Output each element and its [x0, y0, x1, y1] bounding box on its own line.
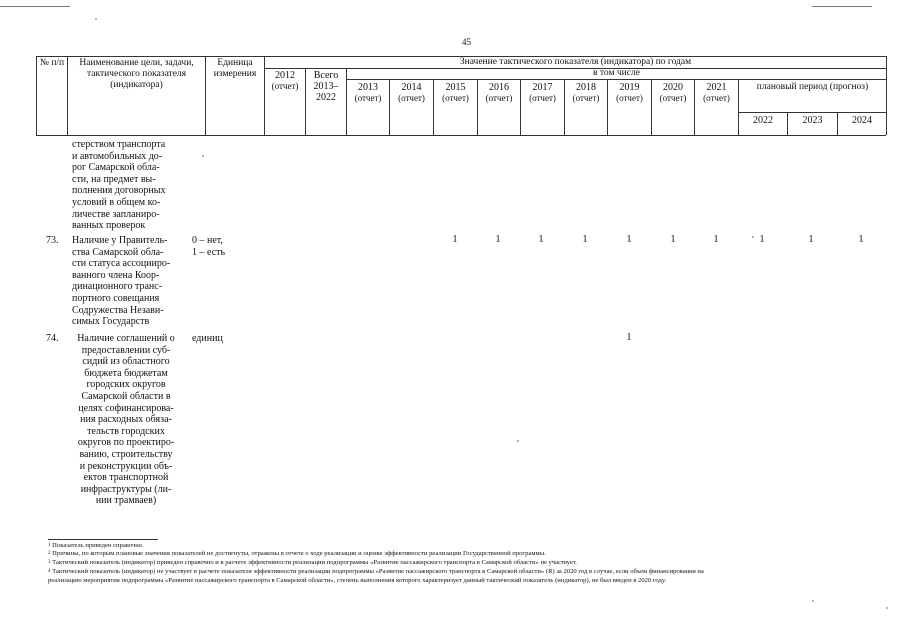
row-73-value-2021: 1: [713, 234, 719, 245]
year-col: [565, 82, 607, 104]
name-line: Содружества Незави-: [72, 304, 164, 316]
year-2012: [265, 70, 305, 92]
name-line: нии трамваев): [95, 495, 157, 507]
name-line: предоставлении суб-: [81, 344, 171, 356]
footnote-mark: 4: [48, 569, 51, 574]
name-line: округов по проектиро-: [77, 437, 175, 449]
name-line: и реконструкции объ-: [79, 460, 173, 472]
header-col-values: Значение тактического показателя (индикатора) по годам: [459, 57, 692, 67]
top-rule-left: [0, 6, 70, 7]
year-note: (отчет): [442, 93, 469, 103]
year-label: 2020: [663, 82, 683, 93]
name-line: рог Самарской обла-: [72, 162, 160, 174]
footnote-2: [48, 550, 546, 558]
total-range: 2013–2022: [313, 81, 339, 103]
row-73-value-2016: 1: [495, 234, 501, 245]
footnote-text: Показатель приведен справочно.: [52, 542, 144, 549]
year-note: (отчет): [529, 93, 556, 103]
footnote-separator: [48, 539, 158, 540]
header-plan-divider: [738, 112, 886, 113]
footnote-4-continued: [48, 577, 666, 585]
name-line: симых Государств: [72, 316, 150, 328]
name-line: и автомобильных до-: [72, 150, 163, 162]
row-74-number: 74.: [46, 333, 59, 344]
row-74-name: [70, 333, 182, 507]
top-rule-right: [812, 6, 872, 7]
scan-speck: [95, 18, 97, 20]
name-line: бюджета бюджетам: [84, 367, 168, 379]
year-note: (отчет): [703, 93, 730, 103]
year-note: (отчет): [398, 93, 425, 103]
year-note: (отчет): [616, 93, 643, 103]
row-73-value-2018: 1: [582, 234, 588, 245]
year-label: 2013: [358, 82, 378, 93]
scan-speck: [752, 236, 754, 238]
row-73-value-2022: 1: [759, 234, 765, 245]
footnote-1: [48, 542, 144, 550]
name-line: сти, на предмет вы-: [72, 173, 156, 185]
name-line: ванных проверок: [72, 220, 146, 232]
year-label: 2018: [576, 82, 596, 93]
year-2012-label: 2012: [275, 70, 295, 81]
year-2012-note: (отчет): [271, 81, 299, 91]
name-line: стерством транспорта: [72, 139, 166, 150]
header-col-num: № п/п: [39, 58, 65, 68]
row-continuation-name: [72, 139, 180, 232]
name-line: инфраструктуры (ли-: [80, 483, 172, 495]
unit-line: единиц: [192, 333, 223, 344]
plan-year-2023: 2023: [802, 115, 823, 126]
row-73-value-2020: 1: [670, 234, 676, 245]
year-col: [652, 82, 694, 104]
name-line: ния расходных обяза-: [80, 414, 172, 426]
name-line: сидий из областного: [82, 356, 170, 368]
year-label: 2019: [619, 82, 640, 93]
row-74-unit: [192, 333, 258, 345]
header-in-total: в том числе: [593, 68, 640, 78]
year-note: (отчет): [572, 93, 600, 103]
row-73-value-2023: 1: [808, 234, 814, 245]
footnote-mark: 2: [48, 551, 51, 556]
footnote-mark: 1: [48, 543, 51, 548]
year-note: (отчет): [354, 93, 382, 103]
name-line: ванию, строительству: [79, 448, 173, 460]
name-line: Наличие у Правитель-: [72, 235, 168, 246]
name-line: ства Самарской обла-: [72, 246, 164, 258]
name-line: динационного транс-: [72, 281, 163, 293]
page-number: 45: [462, 37, 471, 47]
plan-year-2022: 2022: [753, 115, 773, 126]
name-line: полнения договорных: [72, 185, 166, 197]
year-col: [695, 82, 738, 104]
header-planned: плановый период (прогноз): [756, 82, 869, 92]
year-col: [434, 82, 477, 104]
year-col: [390, 82, 433, 104]
name-line: сти статуса ассоцииро-: [72, 258, 171, 270]
year-label: 2016: [489, 82, 509, 93]
row-73-value-2015: 1: [452, 234, 458, 245]
footnote-3: [48, 559, 577, 567]
total-label: Всего: [313, 70, 339, 81]
name-line: личестве запланиро-: [72, 208, 160, 220]
row-73-value-2019: 1: [626, 234, 632, 245]
footnote-text: Тактический показатель (индикатор) не участвует в расчете показателя эффективности реализации подпрограммы «Развитие пассажирского транспорта в Самарской области» (R) за 2020 год в случае, если объем финансирования на: [52, 568, 704, 575]
header-col-unit: Единица измерения: [213, 58, 257, 79]
year-col: [608, 82, 651, 104]
row-74-value-2019: 1: [626, 332, 632, 343]
row-73-unit: [192, 235, 258, 258]
plan-year-2024: 2024: [852, 115, 872, 126]
name-line: городских округов: [86, 379, 166, 391]
name-line: Самарской области в: [81, 390, 171, 402]
name-line: тельств городских: [87, 425, 165, 437]
year-label: 2017: [532, 82, 553, 93]
year-label: 2021: [706, 82, 727, 93]
footnote-mark: 3: [48, 560, 51, 565]
header-col-name: Наименование цели, задачи, тактического показателя (индикатора): [79, 58, 194, 90]
footnote-text: Тактический показатель (индикатор) приведен справочно и в расчете эффективности реализации подпрограммы «Развитие пассажирского транспорта в Самарской области» не участвует.: [52, 559, 577, 566]
year-note: (отчет): [659, 93, 687, 103]
row-73-value-2024: 1: [858, 234, 864, 245]
col-line-17: [886, 56, 887, 135]
footnote-text: реализацию мероприятия подпрограммы «Развитие пассажирского транспорта в Самарской области», степень выполнения которого характеризует данный тактический показатель (индикатор), не был введен в 2020 году.: [48, 577, 667, 584]
footnote-4: [48, 568, 704, 576]
name-line: Наличие соглашений о: [77, 333, 175, 344]
scan-speck: [202, 155, 204, 157]
footnote-text: Причины, по которым плановые значения показателей не достигнуты, отражены в отчете о ходе реализации и оценке эффективности реализации Государственной программы.: [52, 550, 546, 557]
name-line: целях софинансирова-: [78, 402, 174, 414]
row-73-value-2017: 1: [538, 234, 544, 245]
year-col: [521, 82, 564, 104]
total-column: [306, 70, 346, 103]
scan-speck: [886, 607, 888, 609]
year-label: 2015: [445, 82, 466, 93]
scan-speck: [812, 600, 814, 602]
header-incl-divider: [346, 79, 886, 80]
year-label: 2014: [401, 82, 422, 93]
header-bottom-border: [36, 135, 886, 136]
unit-line: 0 – нет,: [192, 235, 223, 246]
name-line: условий в общем ко-: [72, 196, 161, 208]
name-line: портного совещания: [72, 292, 160, 304]
year-col: [478, 82, 520, 104]
name-line: ектов транспортной: [83, 472, 169, 484]
unit-line: 1 – есть: [192, 246, 226, 258]
name-line: ванного члена Коор-: [72, 269, 160, 281]
year-note: (отчет): [485, 93, 513, 103]
row-73-name: [72, 235, 180, 328]
row-73-number: 73.: [46, 235, 59, 246]
scan-speck: [517, 440, 519, 442]
year-col: [347, 82, 389, 104]
